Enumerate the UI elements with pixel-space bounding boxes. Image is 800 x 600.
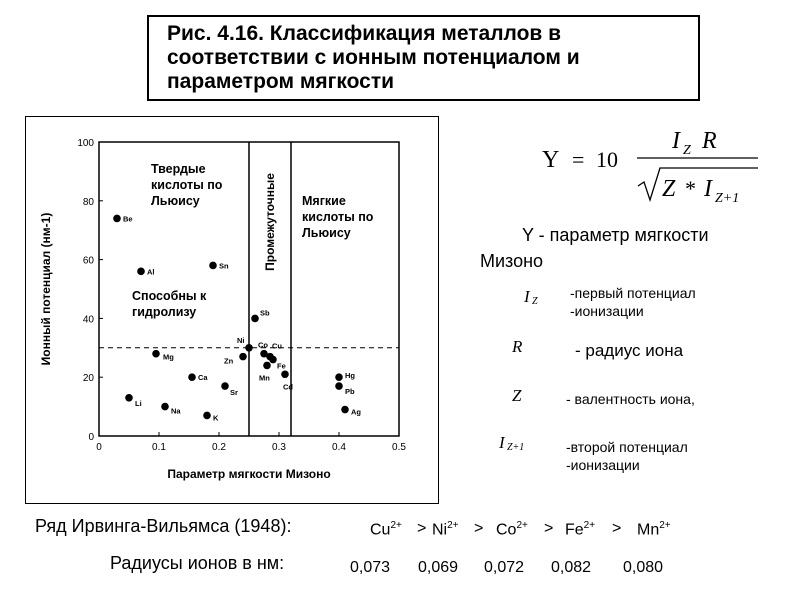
region-hard-label: Льюису xyxy=(151,194,200,208)
y-tick-label: 80 xyxy=(82,196,94,208)
scatter-figure xyxy=(25,116,439,504)
ion-charge: 2+ xyxy=(583,520,596,531)
data-point-hg xyxy=(335,373,343,381)
ion-charge: 2+ xyxy=(390,520,402,531)
radius-value: 0,069 xyxy=(418,559,459,576)
series-ion-cu xyxy=(370,520,402,539)
title-line-1: Рис. 4.16. Классификация металлов в xyxy=(167,22,562,45)
title-line-2: соответствии с ионным потенциалом и xyxy=(167,46,580,69)
scatter-chart xyxy=(26,117,440,505)
region-soft-label: Льюису xyxy=(302,226,351,240)
formula-num-i: I xyxy=(672,128,680,154)
legend-symbol: I xyxy=(524,287,530,306)
data-point-ag xyxy=(341,406,349,414)
region-hydrolysis-label: гидролизу xyxy=(132,305,197,319)
legend-desc xyxy=(575,342,683,360)
data-label-ag: Ag xyxy=(351,407,361,417)
data-label-fe: Fe xyxy=(277,361,286,371)
legend-symbol: Z xyxy=(512,386,522,405)
radius-value: 0,072 xyxy=(484,559,525,576)
data-label-sn: Sn xyxy=(219,261,229,271)
y-desc-line1: Y - параметр мягкости xyxy=(522,225,709,245)
legend-line: -ионизации xyxy=(566,457,640,473)
data-label-co: Co xyxy=(258,340,268,350)
x-tick-label: 0.3 xyxy=(272,442,286,453)
data-label-sr: Sr xyxy=(230,388,238,398)
formula-equals: = xyxy=(572,147,585,172)
legend-line: -ионизации xyxy=(570,303,644,319)
data-point-sr xyxy=(221,382,229,390)
x-tick-label: 0.5 xyxy=(392,442,406,453)
x-tick-label: 0 xyxy=(96,442,102,453)
ion-charge: 2+ xyxy=(516,520,528,531)
data-point-ca xyxy=(188,373,196,381)
series-sep: > xyxy=(417,520,427,537)
y-desc-line2: Мизоно xyxy=(480,251,544,271)
legend-symbol: R xyxy=(512,337,523,356)
ion-charge: 2+ xyxy=(659,520,671,531)
data-label-pb: Pb xyxy=(345,387,355,397)
data-label-k: K xyxy=(213,413,219,423)
y-tick-label: 100 xyxy=(77,138,94,149)
data-label-sb: Sb xyxy=(260,308,270,318)
data-label-ca: Ca xyxy=(198,373,208,383)
y-tick-label: 0 xyxy=(88,432,94,443)
data-point-ni xyxy=(245,344,253,352)
formula-den-i: I xyxy=(704,176,712,202)
data-label-al: Al xyxy=(147,267,155,277)
formula-lhs: Y xyxy=(542,147,560,173)
data-point-be xyxy=(113,215,121,223)
x-tick-label: 0.1 xyxy=(152,442,166,453)
x-tick-label: 0.2 xyxy=(212,442,226,453)
region-hydrolysis-label: Способны к xyxy=(132,289,207,303)
formula-den-star: * xyxy=(685,176,696,201)
data-point-li xyxy=(125,394,133,402)
formula-den-sub: Z+1 xyxy=(715,191,740,206)
data-point-na xyxy=(161,403,169,411)
data-point-mn xyxy=(263,362,271,370)
data-label-cu: Cu xyxy=(272,341,282,351)
data-point-sb xyxy=(251,315,259,323)
series-sep: > xyxy=(612,520,622,537)
radius-value: 0,080 xyxy=(623,559,664,576)
data-label-na: Na xyxy=(171,406,181,416)
ion-symbol: Mn xyxy=(637,521,660,539)
data-point-zn xyxy=(239,353,247,361)
formula-num-r: R xyxy=(702,128,717,154)
x-tick-label: 0.4 xyxy=(332,442,346,453)
region-intermediate-label: Промежуточные xyxy=(263,173,277,271)
data-point-cd xyxy=(281,370,289,378)
data-label-li: Li xyxy=(135,398,142,408)
y-tick-label: 20 xyxy=(82,373,94,385)
series-ion-fe xyxy=(565,520,595,539)
radius-value: 0,073 xyxy=(350,559,391,576)
region-hard-label: Твердые xyxy=(151,162,206,176)
series-sep: > xyxy=(474,520,484,537)
formula-den-z: Z xyxy=(662,176,676,202)
y-axis-label: Ионный потенциал (нм-1) xyxy=(39,212,53,366)
softness-formula xyxy=(540,112,780,212)
region-hard-label: кислоты по xyxy=(151,178,223,192)
series-sep: > xyxy=(544,520,554,537)
title-line-3: параметром мягкости xyxy=(167,70,395,93)
legend-desc xyxy=(566,438,688,474)
y-tick-label: 40 xyxy=(82,314,94,326)
data-label-zn: Zn xyxy=(224,356,234,366)
legend-symbol-sub: Z+1 xyxy=(507,442,525,453)
region-soft-label: Мягкие xyxy=(302,194,346,208)
data-point-sn xyxy=(209,262,217,270)
y-description xyxy=(480,222,709,274)
data-point-al xyxy=(137,268,145,276)
data-point-fe xyxy=(269,356,277,364)
region-soft-label: кислоты по xyxy=(302,210,374,224)
legend-line: - радиус иона xyxy=(575,341,684,360)
series-ion-mn xyxy=(637,520,671,539)
legend-desc xyxy=(570,284,696,320)
ion-symbol: Fe xyxy=(565,521,584,539)
series-ion-ni xyxy=(432,520,459,539)
ion-symbol: Ni xyxy=(432,521,448,539)
legend-line: -первый потенциал xyxy=(570,285,696,301)
legend-symbol-sub: Z xyxy=(532,296,538,307)
sqrt-sign xyxy=(638,168,758,200)
data-label-ni: Ni xyxy=(237,335,245,345)
legend-desc xyxy=(566,390,695,408)
formula-coef: 10 xyxy=(596,147,618,172)
legend-symbol: I xyxy=(499,433,505,452)
radius-value: 0,082 xyxy=(551,559,592,576)
x-axis-label: Параметр мягкости Мизоно xyxy=(167,467,331,481)
formula-num-sub: Z xyxy=(683,143,691,158)
figure-title xyxy=(147,15,700,101)
data-label-hg: Hg xyxy=(345,371,355,381)
ion-charge: 2+ xyxy=(447,520,459,531)
data-label-mn: Mn xyxy=(259,373,270,383)
legend-line: - валентность иона, xyxy=(566,391,695,407)
data-point-pb xyxy=(335,382,343,390)
ion-symbol: Cu xyxy=(370,521,391,539)
series-ion-co xyxy=(496,520,528,539)
data-label-cd: Cd xyxy=(283,382,293,392)
data-label-mg: Mg xyxy=(163,352,174,362)
irving-williams-label: Ряд Ирвинга-Вильямса (1948): xyxy=(35,516,292,536)
legend-line: -второй потенциал xyxy=(566,439,688,455)
ion-symbol: Co xyxy=(496,521,517,539)
data-point-mg xyxy=(152,350,160,358)
data-label-be: Be xyxy=(123,214,133,224)
data-point-k xyxy=(203,412,211,420)
radii-label: Радиусы ионов в нм: xyxy=(110,553,285,573)
y-tick-label: 60 xyxy=(82,255,94,267)
